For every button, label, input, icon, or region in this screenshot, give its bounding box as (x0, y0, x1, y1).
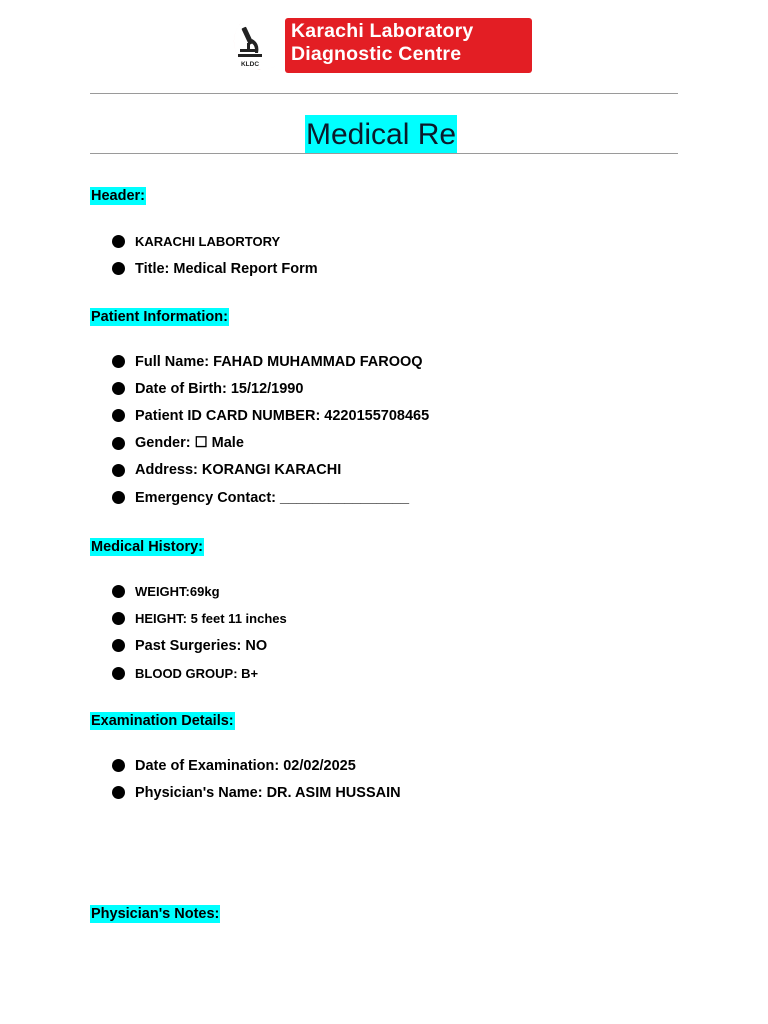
list-item: BLOOD GROUP: B+ (112, 660, 287, 687)
lab-logo (214, 17, 534, 75)
patient-information-list (112, 348, 429, 511)
list-item: Patient ID CARD NUMBER: 4220155708465 (112, 402, 429, 429)
bullet-icon (112, 667, 125, 680)
bullet-icon (112, 409, 125, 422)
bullet-icon (112, 382, 125, 395)
divider-bottom (90, 153, 678, 154)
list-item: WEIGHT:69kg (112, 578, 287, 605)
bullet-icon (112, 585, 125, 598)
bullet-icon (112, 612, 125, 625)
section-heading-examination-details: Examination Details: (91, 713, 234, 729)
list-item: HEIGHT: 5 feet 11 inches (112, 605, 287, 632)
bullet-icon (112, 786, 125, 799)
bullet-icon (112, 491, 125, 504)
section-heading-medical-history: Medical History: (91, 539, 203, 555)
bullet-icon (112, 235, 125, 248)
bullet-icon (112, 355, 125, 368)
list-item: Physician's Name: DR. ASIM HUSSAIN (112, 779, 401, 806)
header-list (112, 228, 318, 282)
divider-top (90, 93, 678, 94)
list-item: Gender: ☐ Male (112, 430, 429, 457)
list-item: Emergency Contact: ________________ (112, 484, 429, 511)
bullet-icon (112, 639, 125, 652)
logo-line-1: Karachi Laboratory (291, 20, 474, 42)
list-item: Address: KORANGI KARACHI (112, 457, 429, 484)
logo-wordmark (285, 18, 532, 73)
bullet-icon (112, 759, 125, 772)
medical-history-list (112, 578, 287, 687)
bullet-icon (112, 437, 125, 450)
emblem-text: KLDC (240, 61, 260, 68)
list-item: Title: Medical Report Form (112, 255, 318, 282)
microscope-crescent-emblem-icon (214, 17, 282, 75)
examination-details-list (112, 752, 401, 806)
list-item: Past Surgeries: NO (112, 632, 287, 659)
document-title: Medical Re (305, 115, 457, 154)
section-heading-physicians-notes: Physician's Notes: (91, 906, 220, 922)
section-heading-patient-information: Patient Information: (91, 309, 228, 325)
bullet-icon (112, 262, 125, 275)
section-heading-header: Header: (91, 188, 145, 204)
list-item: KARACHI LABORTORY (112, 228, 318, 255)
logo-line-2: Diagnostic Сentre (291, 43, 462, 65)
list-item: Date of Birth: 15/12/1990 (112, 375, 429, 402)
bullet-icon (112, 464, 125, 477)
list-item: Full Name: FAHAD MUHAMMAD FAROOQ (112, 348, 429, 375)
list-item: Date of Examination: 02/02/2025 (112, 752, 401, 779)
